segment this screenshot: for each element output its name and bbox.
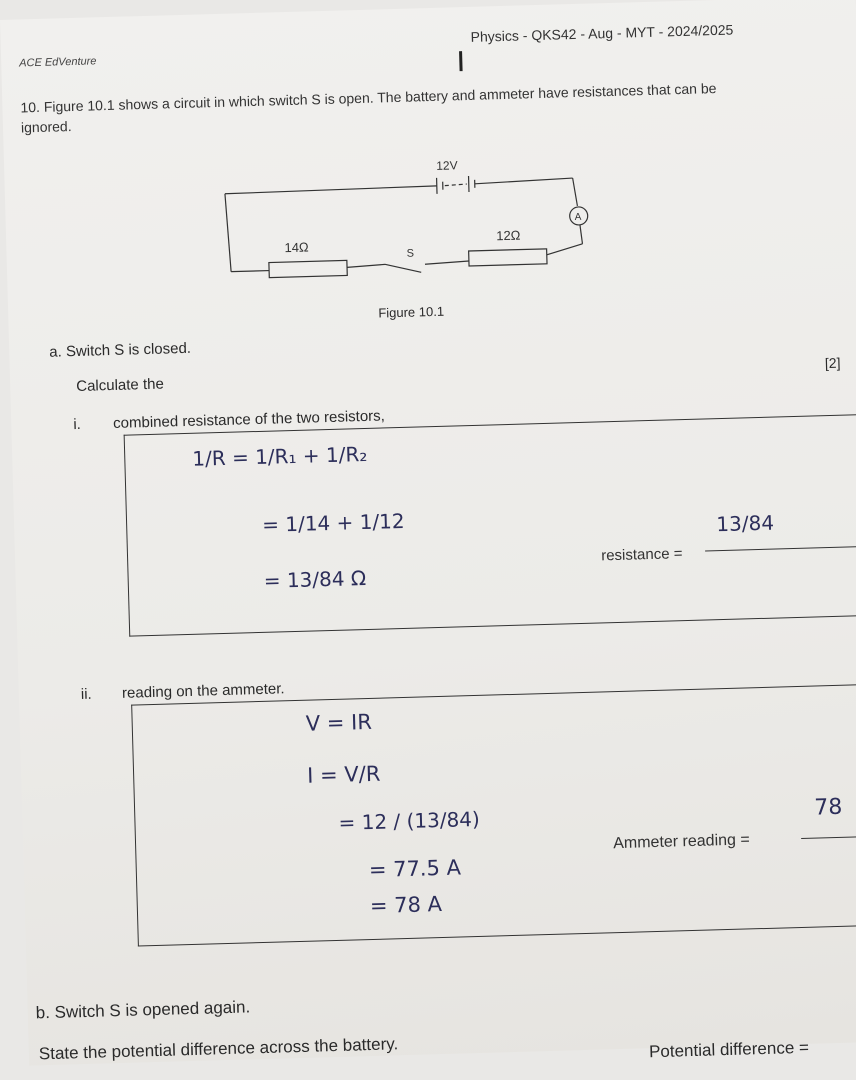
battery-label: 12V — [436, 158, 458, 173]
brand-logo-text: ACE EdVenture — [19, 55, 97, 69]
resistance-answer-label: resistance = — [601, 545, 683, 564]
ammeter-answer-value: 78 — [814, 795, 843, 821]
wire-left — [225, 194, 231, 272]
resistor-left-label: 14Ω — [284, 239, 309, 255]
figure-caption: Figure 10.1 — [378, 304, 444, 321]
header-divider — [459, 51, 463, 71]
marks-label: [2] — [825, 355, 841, 371]
ammeter-label: A — [575, 212, 582, 223]
potential-difference-label: Potential difference = — [649, 1038, 809, 1062]
handwriting-i-line2: = 1/14 + 1/12 — [262, 509, 405, 537]
ammeter-answer-label: Ammeter reading = — [613, 831, 750, 853]
resistor-12-symbol — [469, 249, 547, 266]
question-body: Figure 10.1 shows a circuit in which switch S is open. The battery and ammeter have resistances that can be ignored. — [21, 80, 717, 135]
wire-right-upper — [573, 178, 578, 206]
sub-ii-number: ii. — [81, 686, 92, 703]
handwriting-i-line3: = 13/84 Ω — [263, 566, 366, 593]
handwriting-ii-line5: = 78 A — [370, 892, 443, 918]
wire-top-right — [475, 178, 573, 184]
question-text — [20, 77, 761, 138]
part-a-label: a. Switch S is closed. — [49, 340, 191, 361]
course-header: Physics - QKS42 - Aug - MYT - 2024/2025 — [470, 22, 733, 45]
handwriting-ii-line4: = 77.5 A — [369, 855, 462, 882]
resistor-14-symbol — [269, 260, 347, 277]
resistance-answer-value: 13/84 — [716, 511, 774, 537]
part-b-text: State the potential difference across the battery. — [39, 1034, 399, 1064]
handwriting-ii-line1: V = IR — [305, 710, 372, 736]
part-a-instruction: Calculate the — [76, 376, 164, 395]
switch-label: S — [407, 248, 415, 260]
circuit-diagram — [204, 143, 608, 304]
handwriting-ii-line2: I = V/R — [307, 762, 381, 788]
wire-top-left — [225, 186, 437, 194]
wire-right-lower — [580, 225, 583, 244]
question-number: 10. — [20, 99, 40, 116]
part-b-label: b. Switch S is opened again. — [35, 997, 250, 1023]
sub-ii-text: reading on the ammeter. — [122, 680, 285, 702]
working-box-ii[interactable] — [131, 683, 856, 946]
sub-i-text: combined resistance of the two resistors, — [113, 407, 385, 432]
switch-lever — [385, 263, 421, 273]
resistor-right-label: 12Ω — [496, 228, 521, 244]
handwriting-ii-line3: = 12 / (13/84) — [338, 807, 480, 835]
sub-i-number: i. — [73, 416, 81, 433]
battery-dash — [445, 184, 467, 186]
sub-question-ii — [81, 680, 285, 703]
handwriting-i-line1: 1/R = 1/R₁ + 1/R₂ — [192, 442, 368, 471]
